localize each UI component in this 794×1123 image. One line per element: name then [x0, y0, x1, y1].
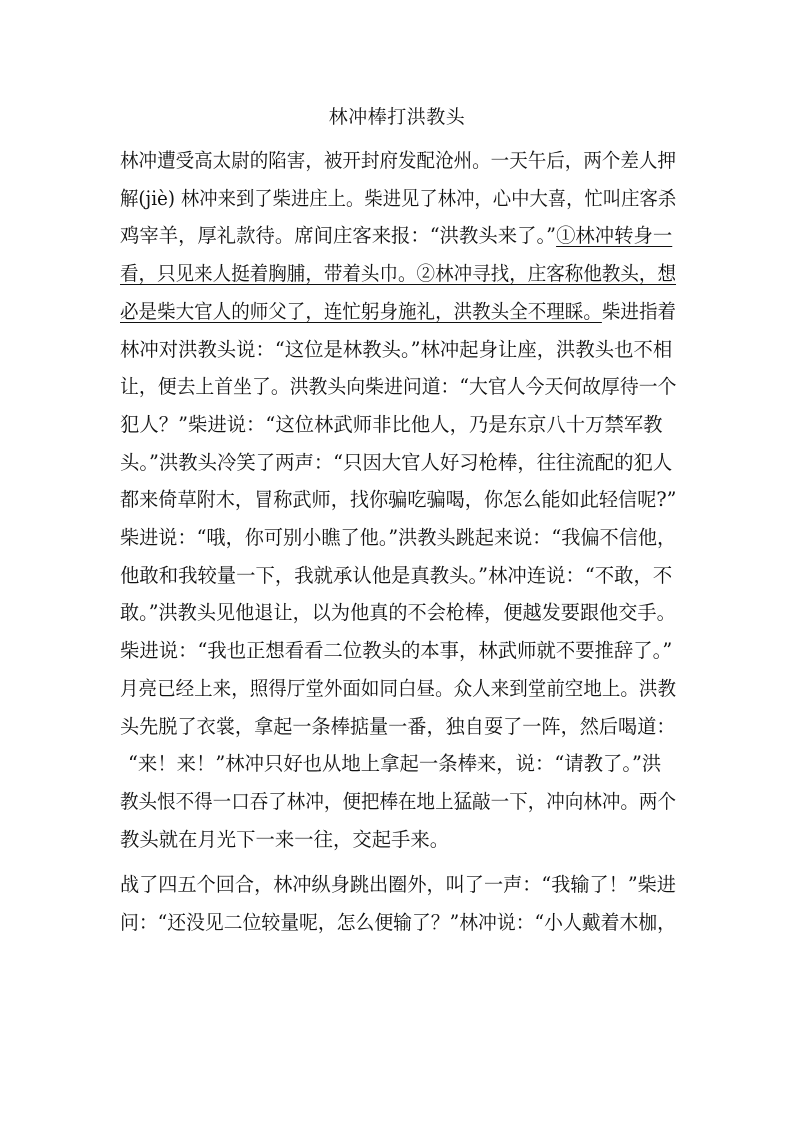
- line-text: 他敢和我较量一下，我就承认他是真教头。”林冲连说：“不敢，不: [120, 563, 673, 587]
- line-text: 教头恨不得一口吞了林冲，便把棒在地上猛敲一下，冲向林冲。两个: [120, 789, 677, 813]
- line-text: 林冲对洪教头说：“这位是林教头。”林冲起身让座，洪教头也不相: [120, 337, 673, 361]
- line-text: 问：“还没见二位较量呢，怎么便输了？”林冲说：“小人戴着木枷，: [120, 911, 676, 934]
- text-line: [120, 823, 676, 857]
- text-line: [120, 634, 676, 668]
- text-line: [120, 446, 676, 480]
- text-line: [120, 868, 676, 902]
- line-text: 战了四五个回合，林冲纵身跳出圈外，叫了一声：“我输了！”柴进: [120, 873, 676, 897]
- text-line: [120, 295, 677, 329]
- text-line: [120, 219, 676, 253]
- line-text: 敢。”洪教头见他退让，以为他真的不会枪棒，便越发要跟他交手。: [120, 601, 676, 625]
- text-line: [120, 596, 676, 630]
- line-text: 鸡宰羊，厚礼款待。席间庄客来报：“洪教头来了。”: [120, 224, 557, 248]
- line-text: 犯人？”柴进说：“这位林武师非比他人，乃是东京八十万禁军教: [120, 412, 663, 436]
- underlined-text: 看，只见来人挺着胸脯，带着头巾。②林冲寻找，庄客称他教头，想: [120, 262, 677, 286]
- line-text: 头先脱了衣裳，拿起一条棒掂量一番，独自耍了一阵，然后喝道：: [120, 714, 676, 738]
- underlined-text: 必是柴大官人的师父了，连忙躬身施礼，洪教头全不理睬。: [120, 299, 602, 323]
- text-line: [128, 747, 684, 781]
- line-text: “来！来！”林冲只好也从地上拿起一条棒来，说：“请教了。”洪: [128, 752, 662, 776]
- text-line: [120, 785, 677, 819]
- line-text: 柴进说：“哦，你可别小瞧了他。”洪教头跳起来说：“我偏不信他，: [120, 526, 677, 549]
- underlined-text: ①林冲转身一: [556, 224, 673, 248]
- line-text: 月亮已经上来，照得厅堂外面如同白昼。众人来到堂前空地上。洪教: [120, 676, 677, 700]
- line-text: 柴进说：“我也正想看看二位教头的本事，林武师就不要推辞了。”: [120, 639, 673, 663]
- document-title: 林冲棒打洪教头: [328, 106, 466, 128]
- text-line: [120, 483, 677, 517]
- text-line: [120, 710, 676, 744]
- line-text: 教头就在月光下一来一往，交起手来。: [120, 827, 450, 851]
- text-line: [120, 672, 677, 706]
- line-text: 解(jiè) 林冲来到了柴进庄上。柴进见了林冲，心中大喜，忙叫庄客杀: [120, 186, 677, 210]
- line-text: 林冲遭受高太尉的陷害，被开封府发配沧州。一天午后，两个差人押: [120, 149, 677, 172]
- text-line: [120, 144, 677, 178]
- line-text: 头。”洪教头冷笑了两声：“只因大官人好习枪棒，往往流配的犯人: [120, 450, 673, 474]
- line-text: 柴进指着: [601, 299, 677, 323]
- text-line: [120, 257, 677, 291]
- text-line: [120, 182, 677, 216]
- text-line: [120, 370, 677, 404]
- line-text: 让，便去上首坐了。洪教头向柴进问道：“大官人今天何故厚待一个: [120, 375, 677, 399]
- text-line: [120, 521, 677, 555]
- text-line: [120, 408, 676, 442]
- text-line: [120, 559, 676, 593]
- line-text: 都来倚草附木，冒称武师，找你骗吃骗喝，你怎么能如此轻信呢?”: [120, 488, 677, 512]
- text-line: [120, 333, 676, 367]
- text-line: [120, 906, 676, 940]
